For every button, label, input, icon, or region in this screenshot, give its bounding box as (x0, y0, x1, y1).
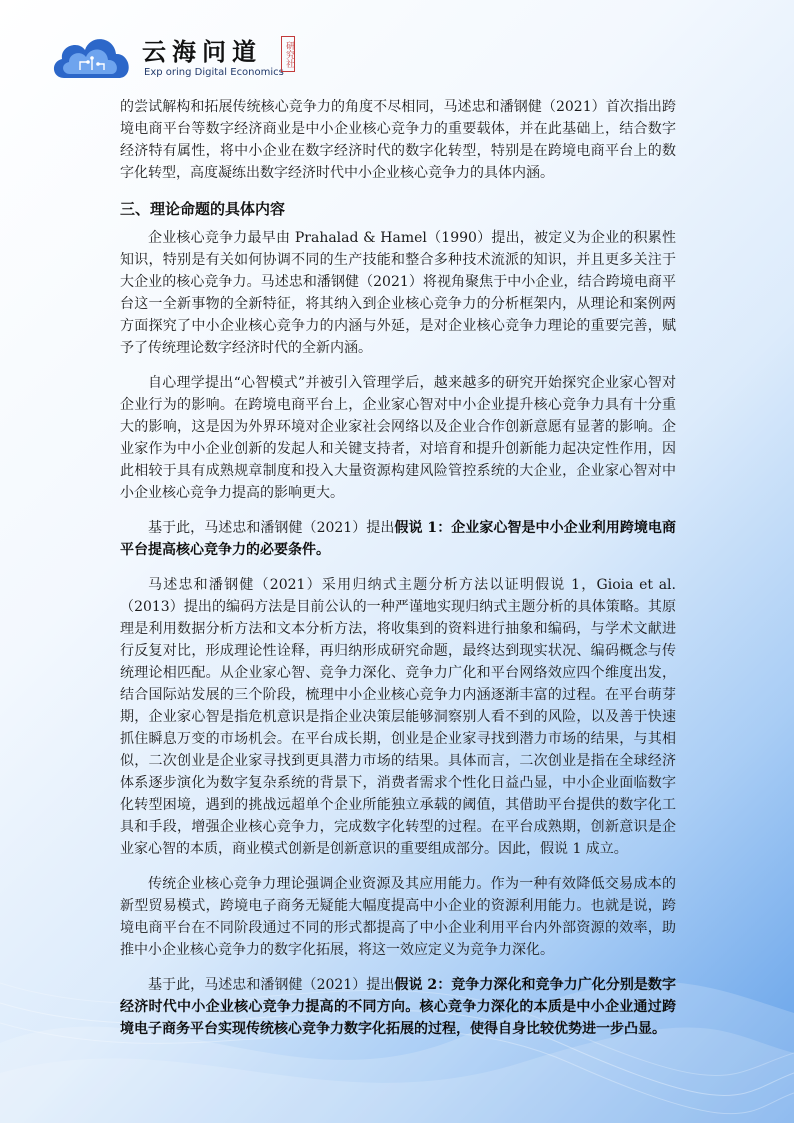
seal-stamp: 研究社 (281, 36, 295, 72)
paragraph-thematic-analysis: 马述忠和潘钢健（2021）采用归纳式主题分析方法以证明假说 1，Gioia et al.（2013）提出的编码方法是目前公认的一种严谨地实现归纳式主题分析的具体策略。其原理是利用数据分析方法和文本分析方法，将收集到的资料进行抽象和编码，与学术文献进行反复对比，形成理论性诠释，再归纳形成研究命题，最终达到现实状况、编码概念与传统理论相匹配。从企业家心智、竞争力深化、竞争力广化和平台网络效应四个维度出发，结合国际站发展的三个阶段，梳理中小企业核心竞争力内涵逐渐丰富的过程。在平台萌芽期，企业家心智是指危机意识是指企业决策层能够洞察别人看不到的风险，以及善于快速抓住瞬息万变的市场机会。在平台成长期，创业是企业家寻找到潜力市场的结果，与其相似，二次创业是企业家寻找到更具潜力市场的结果。具体而言，二次创业是指在全球经济体系逐步演化为数字复杂系统的背景下，消费者需求个性化日益凸显，中小企业面临数字化转型困境，遇到的挑战远超单个企业所能独立承载的阈值，其借助平台提供的数字化工具和手段，增强企业核心竞争力，完成数字化转型的过程。在平台成熟期，创新意识是企业家心智的本质，商业模式创新是创新意识的重要组成部分。因此，假说 1 成立。 (120, 577, 676, 857)
paragraph-core-competence: 企业核心竞争力最早由 Prahalad & Hamel（1990）提出，被定义为企业的积累性知识，特别是有关如何协调不同的生产技能和整合多种技术流派的知识，并且更多关注于大企业的核心竞争力。马述忠和潘钢健（2021）将视角聚焦于中小企业，结合跨境电商平台这一全新事物的全新特征，将其纳入到企业核心竞争力的分析框架内，从理论和案例两方面探究了中小企业核心竞争力的内涵与外延，是对企业核心竞争力理论的重要完善，赋予了传统理论数字经济时代的全新内涵。 (120, 230, 676, 356)
hypothesis-2-text: 假说 2：竞争力深化和竞争力广化分别是数字经济时代中小企业核心竞争力提高的不同方向。核心竞争力深化的本质是中小企业通过跨境电子商务平台实现传统核心竞争力数字化拓展的过程，使得自身比较优势进一步凸显。 (120, 977, 676, 1037)
hypothesis-1-paragraph (120, 517, 676, 561)
cloud-chip-logo-icon (50, 28, 134, 88)
paragraph-entrepreneur-mindset: 自心理学提出“心智模式”并被引入管理学后，越来越多的研究开始探究企业家心智对企业行为的影响。在跨境电商平台上，企业家心智对中小企业提升核心竞争力具有十分重大的影响，这是因为外界环境对企业家社会网络以及企业合作创新意愿有显著的影响。企业家作为中小企业创新的发起人和关键支持者，对培育和提升创新能力起决定性作用，因此相较于具有成熟规章制度和投入大量资源构建风险管控系统的大企业，企业家心智对中小企业核心竞争力提高的影响更大。 (120, 375, 676, 501)
hypothesis-2-prefix: 基于此，马述忠和潘钢健（2021）提出 (148, 977, 395, 993)
paragraph-traditional-theory: 传统企业核心竞争力理论强调企业资源及其应用能力。作为一种有效降低交易成本的新型贸易模式，跨境电子商务无疑能大幅度提高中小企业的资源利用能力。也就是说，跨境电商平台在不同阶段通过不同的形式都提高了中小企业利用平台内外部资源的效率，助推中小企业核心竞争力的数字化拓展，将这一效应定义为竞争力深化。 (120, 876, 676, 958)
hypothesis-2-paragraph (120, 974, 676, 1040)
section-heading: 三、理论命题的具体内容 (120, 200, 286, 218)
page-header (50, 22, 310, 92)
brand-name: 云海问道 (142, 37, 262, 66)
article-body (120, 96, 676, 1053)
hypothesis-1-text: 假说 1：企业家心智是中小企业利用跨境电商平台提高核心竞争力的必要条件。 (120, 520, 676, 558)
hypothesis-1-prefix: 基于此，马述忠和潘钢健（2021）提出 (148, 520, 395, 536)
brand-tagline: Exp oring Digital Economics (144, 67, 284, 78)
intro-paragraph: 的尝试解构和拓展传统核心竞争力的角度不尽相同，马述忠和潘钢健（2021）首次指出跨境电商平台等数字经济商业是中小企业核心竞争力的重要载体，并在此基础上，结合数字经济特有属性，将中小企业在数字经济时代的数字化转型，特别是在跨境电商平台上的数字化转型，高度凝练出数字经济时代中小企业核心竞争力的具体内涵。 (120, 99, 676, 181)
